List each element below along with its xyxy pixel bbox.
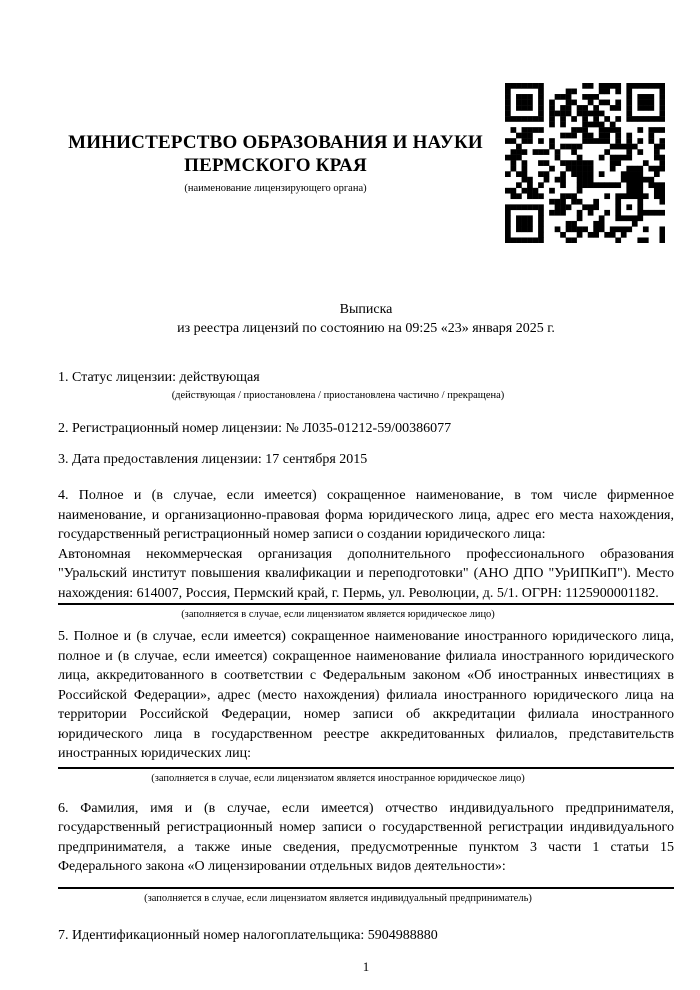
- divider-entrepreneur: [58, 887, 674, 889]
- field-taxpayer-number: 7. Идентификационный номер налогоплательщика: 5904988880: [58, 927, 438, 943]
- field-legal-entity-caption: (заполняется в случае, если лицензиатом является юридическое лицо): [181, 609, 495, 620]
- ministry-name-line2: ПЕРМСКОГО КРАЯ: [184, 155, 367, 176]
- field-grant-date: 3. Дата предоставления лицензии: 17 сентября 2015: [58, 452, 368, 467]
- licensing-authority-caption: (наименование лицензирующего органа): [184, 183, 367, 194]
- qr-code-icon: [505, 83, 665, 243]
- document-header: [58, 83, 674, 243]
- field-legal-entity-value: Автономная некоммерческая организация дополнительного профессионального образования "Уральский институт повышения квалификации и переподготовки" (АНО ДПО "УрИПКиП"). Место нахождения: 614007, Россия, Пермский край, г. Пермь, ул. Революции, д. 5/1. ОГРН: 1125900001182.: [58, 546, 674, 601]
- field-foreign-entity-label: 5. Полное и (в случае, если имеется) сокращенное наименование иностранного юридического лица, полное и (в случае, если имеется) сокращенное наименование филиала иностранного юридического лица, аккредитованного в соответствии с Федеральным законом «Об иностранных инвестициях в Российской Федерации», адрес (место нахождения) филиала иностранного юридического лица на территории Российской Федерации, номер записи об аккредитации филиала иностранного юридического лица в государственном реестре аккредитованных филиалов, представительств иностранных юридических лиц:: [58, 629, 674, 761]
- field-foreign-entity-caption: (заполняется в случае, если лицензиатом является иностранное юридическое лицо): [151, 772, 525, 784]
- field-legal-entity-label: 4. Полное и (в случае, если имеется) сокращенное наименование, в том числе фирменное наименование, и организационно-правовая форма юридического лица, адрес его места нахождения, государственный регистрационный номер записи о создании юридического лица:: [58, 488, 674, 542]
- field-license-status: 1. Статус лицензии: действующая: [58, 370, 260, 385]
- field-registration-number: 2. Регистрационный номер лицензии: № Л035-01212-59/00386077: [58, 421, 452, 436]
- field-entrepreneur-caption: (заполняется в случае, если лицензиатом является индивидуальный предприниматель): [144, 892, 532, 904]
- divider-legal-entity: [58, 603, 674, 605]
- licensing-authority-block: [58, 131, 505, 195]
- field-entrepreneur-label: 6. Фамилия, имя и (в случае, если имеется) отчество индивидуального предпринимателя, государственный регистрационный номер записи о государственной регистрации индивидуального предпринимателя, а также иные сведения, предусмотренные пунктом 3 части 1 статьи 15 Федерального закона «О лицензировании отдельных видов деятельности»:: [58, 800, 674, 874]
- title-line2: из реестра лицензий по состоянию на 09:25 «23» января 2025 г.: [177, 321, 555, 336]
- title-line1: Выписка: [339, 302, 393, 317]
- ministry-name-line1: МИНИСТЕРСТВО ОБРАЗОВАНИЯ И НАУКИ: [68, 132, 483, 153]
- page-number: 1: [362, 958, 370, 974]
- field-license-status-caption: (действующая / приостановлена / приостановлена частично / прекращена): [171, 390, 505, 401]
- divider-foreign-entity: [58, 767, 674, 769]
- document-title: [58, 300, 674, 338]
